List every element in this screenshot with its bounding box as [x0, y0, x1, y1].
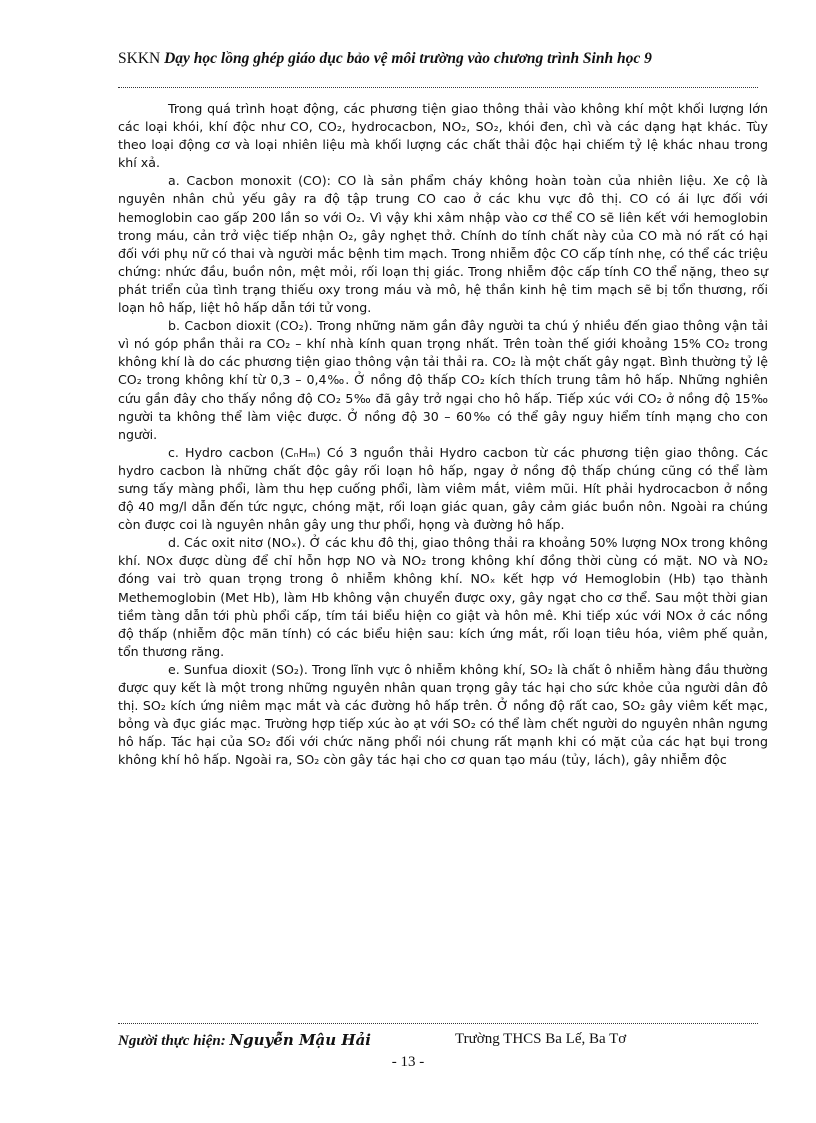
header-divider	[118, 87, 758, 88]
header-tag: SKKN	[118, 50, 161, 67]
page-header	[118, 50, 758, 68]
paragraph-so2: e. Sunfua dioxit (SO₂). Trong lĩnh vực ô nhiễm không khí, SO₂ là chất ô nhiễm hàng đầu thường được quy kết là một trong những nguyên nhân quan trọng gây tác hại cho sức khỏe của người dân đô thị. SO₂ kích ứng niêm mạc mắt và các đường hô hấp trên. Ở nồng độ rất cao, SO₂ gây viêm kết mạc, bỏng và đục giác mạc. Trường hợp tiếp xúc ào ạt với SO₂ có thể làm chết người do nguyên nhân ngưng hô hấp. Tác hại của SO₂ đối với chức năng phổi nói chung rất mạnh khi có mặt của các hạt bụi trong không khí hô hấp. Ngoài ra, SO₂ còn gây tác hại cho cơ quan tạo máu (tủy, lách), gây nhiễm độc	[118, 661, 768, 768]
footer-divider	[118, 1023, 758, 1024]
paragraph-intro: Trong quá trình hoạt động, các phương tiện giao thông thải vào không khí một khối lượng lớn các loại khói, khí độc như CO, CO₂, hydrocacbon, NO₂, SO₂, khói đen, chì và các dạng hạt khác. Tùy theo loại động cơ và loại nhiên liệu mà khối lượng các chất thải độc hại chiếm tỷ lệ khác nhau trong khí xả.	[118, 101, 768, 171]
paragraph-co: a. Cacbon monoxit (CO): CO là sản phẩm cháy không hoàn toàn của nhiên liệu. Xe cộ là nguyên nhân chủ yếu gây ra độ tập trung CO cao ở các khu vực đô thị. CO có ái lực đối với hemoglobin cao gấp 200 lần so với O₂. Vì vậy khi xâm nhập vào cơ thể CO sẽ liên kết với hemoglobin trong máu, cản trở việc tiếp nhận O₂, gây nghẹt thở. Chính do tính chất này của CO mà nó rất có hại đối với phụ nữ có thai và người mắc bệnh tim mạch. Trong nhiễm độc CO cấp tính nhẹ, có thể các triệu chứng: nhức đầu, buồn nôn, mệt mỏi, rối loạn thị giác. Trong nhiễm độc cấp tính CO thể nặng, theo sự phát triển của tình trạng thiếu oxy trong máu và mô, hệ thần kinh hệ tim mạch sẽ bị tổn thương, rối loạn hô hấp, liệt hô hấp dẫn tới tử vong.	[118, 173, 768, 316]
paragraph-nox: d. Các oxit nitơ (NOₓ). Ở các khu đô thị, giao thông thải ra khoảng 50% lượng NOx trong không khí. NOx được dùng để chỉ hỗn hợp NO và NO₂ trong không khí đồng thời cùng có mặt. NO và NO₂ đóng vai trò quan trọng trong ô nhiễm không khí. NOₓ kết hợp vớ Hemoglobin (Hb) tạo thành Methemoglobin (Met Hb), làm Hb không vận chuyển được oxy, gây ngạt cho cơ thể. Sau một thời gian tiềm tàng dẫn tới phù phổi cấp, tím tái biểu hiện co giật và hôn mê. Khi tiếp xúc với NOx ở các nồng độ thấp (nhiễm độc mãn tính) có các biểu hiện sau: kích ứng mắt, rối loạn tiêu hóa, viêm phế quản, tổn thương răng.	[118, 535, 768, 659]
paragraph-hydrocarbon: c. Hydro cacbon (CₙHₘ) Có 3 nguồn thải Hydro cacbon từ các phương tiện giao thông. Các hydro cacbon là những chất độc gây rối loạn hô hấp, ngay ở nồng độ thấp chúng cũng có thể làm sưng tấy màng phổi, làm thu hẹp cuống phổi, làm viêm mắt, viêm mũi. Hít phải hydrocacbon ở nồng độ 40 mg/l dẫn đến tức ngực, chóng mặt, rối loạn giác quan, gây cảm giác buồn nôn. Ngoài ra chúng còn được coi là nguyên nhân gây ung thư phổi, họng và đường hô hấp.	[118, 444, 768, 533]
author-label: Người thực hiện:	[118, 1033, 226, 1049]
footer-author	[118, 1033, 371, 1049]
paragraph-co2: b. Cacbon dioxit (CO₂). Trong những năm gần đây người ta chú ý nhiều đến giao thông vận tải vì nó góp phần thải ra CO₂ – khí nhà kính quan trọng nhất. Trên toàn thế giới khoảng 15% CO₂ trong không khí là do các phương tiện giao thông vận tải thải ra. CO₂ là một chất gây ngạt. Bình thường tỷ lệ CO₂ trong không khí từ 0,3 – 0,4‰. Ở nồng độ thấp CO₂ kích thích trung tâm hô hấp. Những nghiên cứu gần đây cho thấy nồng độ CO₂ 5‰ đã gây trở ngại cho hô hấp. Tiếp xúc với CO₂ ở nồng độ 15‰ người ta không thể làm việc được. Ở nồng độ 30 – 60‰ có thể gây nguy hiểm tính mạng cho con người.	[118, 318, 768, 442]
header-title: Dạy học lồng ghép giáo dục bảo vệ môi trường vào chương trình Sinh học 9	[164, 50, 652, 67]
page-footer	[118, 1031, 758, 1050]
page-number: - 13 -	[391, 1054, 425, 1070]
body-text	[118, 100, 768, 769]
author-name: Nguyễn Mậu Hải	[229, 1031, 371, 1049]
footer-school: Trường THCS Ba Lế, Ba Tơ	[455, 1031, 627, 1047]
